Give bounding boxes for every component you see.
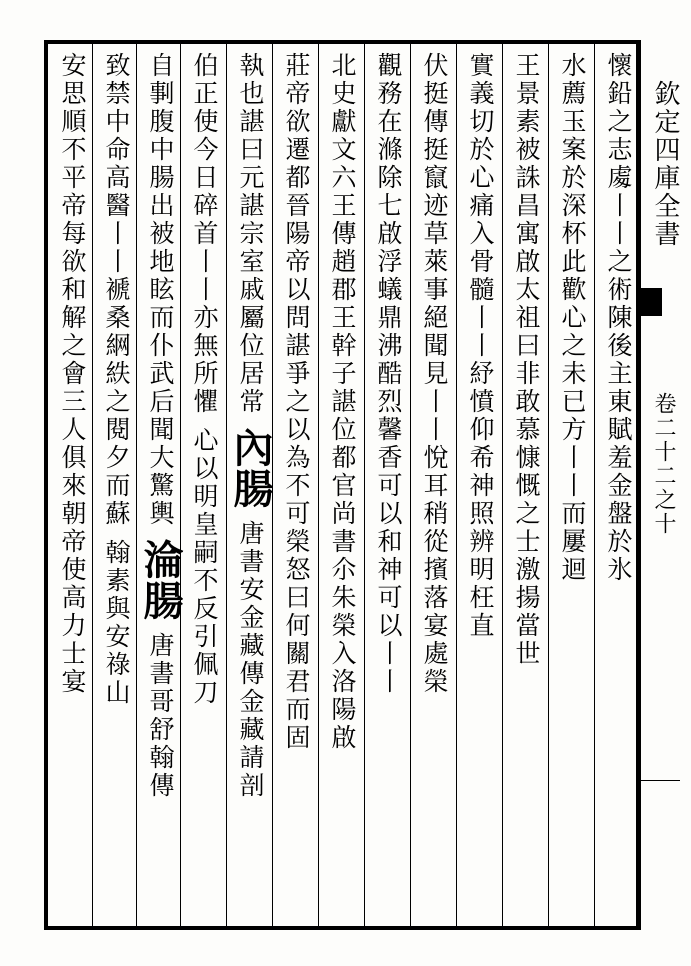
column-rule [136,44,137,926]
column-text: 致禁中命高醫丨丨褫桑䋞紩之閱夕而蘇 [102,52,131,528]
column-text: 北史獻文六王傳趙郡王幹子諶位都官尚書尒朱榮入洛陽啟 [328,52,357,752]
column-text: 安思順不平帝每欲和解之會三人俱來朝帝使高力士宴 [58,52,87,696]
column-rule [364,44,365,926]
text-column [552,52,592,920]
fish-tail-mark [640,288,662,316]
annotation: 心以明皇嗣不反引佩刀 [190,426,219,707]
column-text: 伯正使今日碎首丨丨亦無所懼 [190,52,219,416]
book-title: 欽定四庫全書 [650,80,680,248]
text-column [598,52,638,920]
text-column [137,52,184,920]
column-rule [502,44,503,926]
text-column [184,52,224,920]
text-column [368,52,408,920]
column-rule [92,44,93,926]
text-column [460,52,500,920]
text-column [96,52,136,920]
fish-tail-mark [640,780,680,781]
headword: 內腸 [227,426,274,509]
column-rule [180,44,181,926]
annotation: 唐書哥舒翰傳 [146,631,175,800]
column-rule [456,44,457,926]
text-column [227,52,274,920]
column-text: 水薦玉案於深杯此歡心之未已方丨丨而屢迴 [558,52,587,584]
column-text: 莊帝欲遷都晉陽帝以問諶爭之以為不可榮怒曰何關君而固 [282,52,311,752]
column-rule [594,44,595,926]
text-column [506,52,546,920]
column-text: 觀務在滌除七啟浮蟻鼎沸酷烈馨香可以和神可以丨丨 [374,52,403,696]
text-column [414,52,454,920]
column-text: 王景素被誅昌寓啟太祖曰非敢慕慷慨之士激揚當世 [512,52,541,668]
column-text: 實義切於心痛入骨髓丨丨紓憤仰希神照辨明枉直 [466,52,495,640]
column-text: 伏挺傳挺竄迹草萊事絕聞見丨丨悅耳稍從擯落宴處榮 [420,52,449,696]
annotation: 唐書安金藏傳金藏請剖 [236,519,265,800]
text-column [322,52,362,920]
column-rule [410,44,411,926]
column-text: 懷鉛之志䖏丨丨之術陳後主東賦羞金盤於氷 [604,52,633,584]
column-text: 執也諶曰元諶宗室戚屬位居常 [236,52,265,416]
annotation: 翰素與安祿山 [102,538,131,707]
column-text: 自剚腹中腸出被地眩而仆武后聞大驚輿 [146,52,175,528]
text-column [276,52,316,920]
text-column [52,52,92,920]
column-rule [318,44,319,926]
juan-number: 卷二十二之十 [651,392,676,536]
headword: 淪腸 [137,538,184,621]
column-rule [548,44,549,926]
